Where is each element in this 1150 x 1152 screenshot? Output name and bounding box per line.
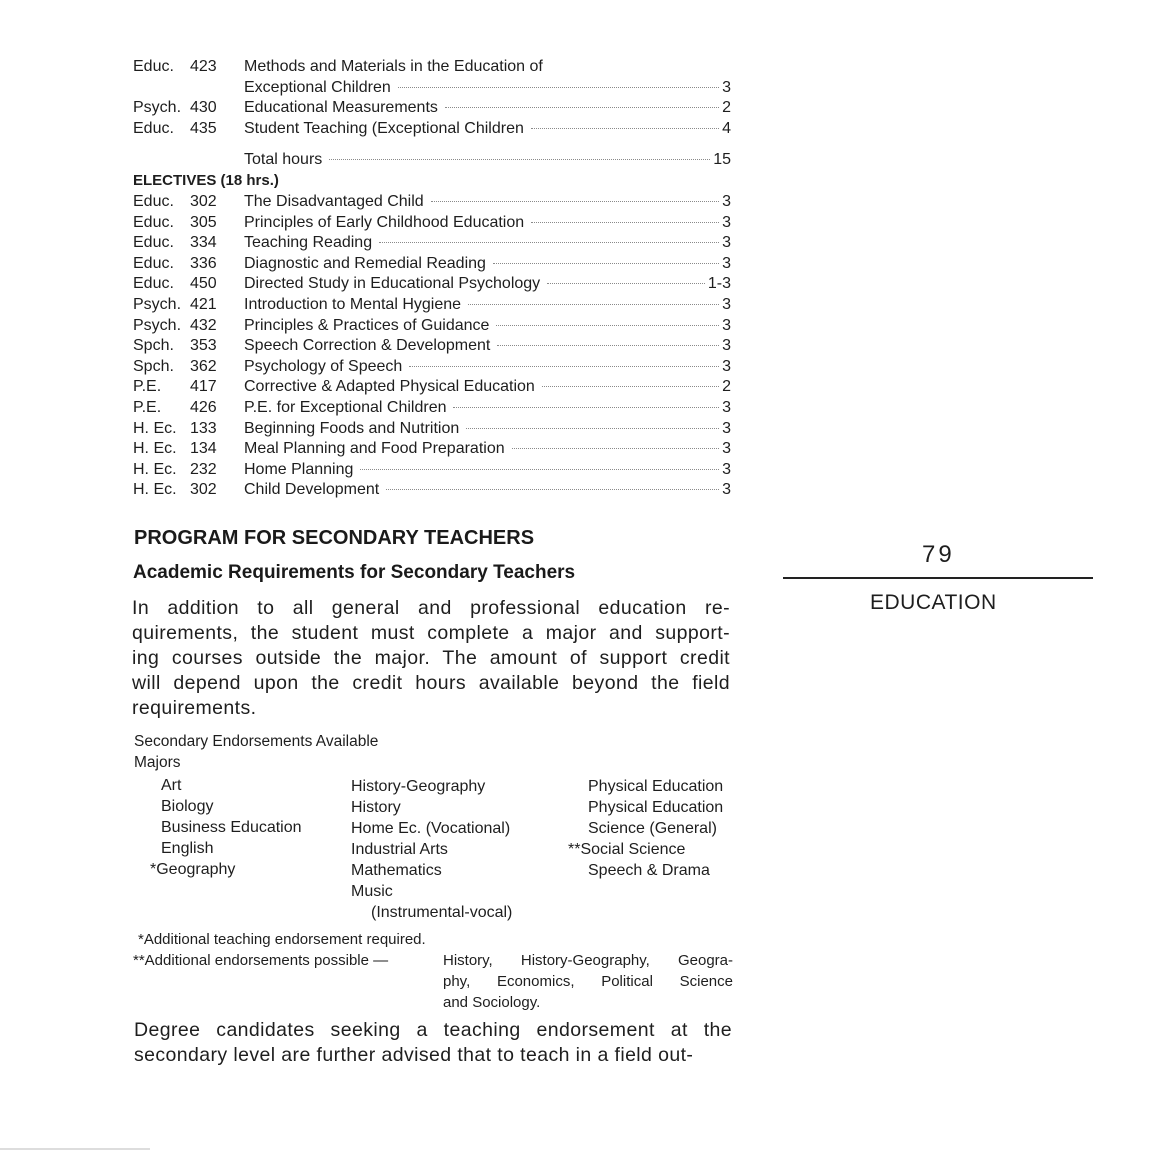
course-row (133, 316, 731, 337)
course-row (133, 377, 731, 398)
course-number: 334 (190, 234, 217, 252)
dot-leader (398, 87, 719, 88)
course-number: 432 (190, 316, 217, 334)
course-title: Educational Measurements (244, 99, 438, 117)
dot-leader (512, 448, 719, 449)
course-row (133, 192, 731, 213)
majors-column-1 (150, 775, 302, 880)
course-dept: Educ. (133, 254, 174, 272)
course-dept: Educ. (133, 58, 174, 75)
majors-label: Majors (134, 754, 181, 771)
elective-course-list (133, 192, 731, 501)
course-title: P.E. for Exceptional Children (244, 398, 447, 416)
course-dept: Spch. (133, 337, 174, 355)
major-item: Speech & Drama (588, 862, 710, 879)
paragraph-line: will depend upon the credit hours available beyond the field (132, 672, 730, 694)
major-item: Industrial Arts (351, 841, 448, 858)
course-row (133, 213, 731, 234)
program-heading: PROGRAM FOR SECONDARY TEACHERS (134, 527, 535, 549)
major-item: *Geography (150, 861, 236, 878)
course-hours: 2 (722, 99, 731, 117)
course-title: Child Development (244, 481, 380, 499)
dot-leader (468, 304, 719, 305)
dot-leader (329, 159, 710, 160)
dot-leader (547, 283, 705, 284)
course-title-line-1: Methods and Materials in the Education of (244, 58, 543, 75)
page-number: 79 (922, 541, 955, 568)
course-number: 134 (190, 440, 217, 458)
course-title: Principles & Practices of Guidance (244, 316, 490, 334)
course-dept: Educ. (133, 213, 174, 231)
footnote-2-line: phy, Economics, Political Science (443, 973, 733, 990)
course-title: Speech Correction & Development (244, 337, 491, 355)
course-number: 305 (190, 213, 217, 231)
course-hours: 3 (722, 419, 731, 437)
course-title: Diagnostic and Remedial Reading (244, 254, 486, 272)
paragraph-line: ing courses outside the major. The amount of support credit (132, 647, 730, 669)
course-title: Directed Study in Educational Psychology (244, 275, 541, 293)
course-hours: 3 (722, 254, 731, 272)
course-hours: 3 (722, 213, 731, 231)
course-dept: Educ. (133, 193, 174, 210)
course-row (133, 419, 731, 440)
advisory-paragraph (134, 1018, 732, 1068)
total-hours-row (133, 150, 731, 171)
dot-leader (360, 469, 719, 470)
course-number: 417 (190, 378, 217, 396)
course-hours: 1-3 (707, 275, 731, 293)
major-item: English (161, 840, 214, 857)
dot-leader (531, 128, 719, 129)
dot-leader (542, 386, 719, 387)
endorsements-title: Secondary Endorsements Available (134, 733, 379, 750)
major-item: Physical Education (588, 799, 724, 816)
course-number: 232 (190, 460, 217, 478)
course-row (133, 295, 731, 316)
dot-leader (531, 222, 719, 223)
course-title: Principles of Early Childhood Education (244, 213, 525, 231)
footnote-2-lead: **Additional endorsements possible — (133, 952, 389, 969)
major-item: Science (General) (588, 820, 717, 837)
course-hours: 3 (722, 357, 731, 375)
course-row (133, 98, 731, 119)
course-hours: 3 (722, 316, 731, 334)
footnote-2-line: and Sociology. (443, 994, 541, 1011)
major-item: Business Education (161, 819, 302, 836)
course-hours: 2 (722, 378, 731, 396)
section-rule (783, 577, 1093, 579)
dot-leader (497, 345, 719, 346)
course-number: 302 (190, 481, 217, 499)
dot-leader (379, 242, 719, 243)
course-number: 133 (190, 419, 217, 437)
dot-leader (445, 107, 719, 108)
course-hours: 3 (722, 398, 731, 416)
course-row (133, 57, 731, 78)
course-dept: P.E. (133, 398, 162, 416)
course-number: 421 (190, 295, 217, 313)
course-number: 353 (190, 337, 217, 355)
course-dept: H. Ec. (133, 440, 177, 458)
majors-column-2 (351, 776, 512, 923)
total-hours-label: Total hours (244, 151, 323, 168)
course-dept: Psych. (133, 316, 182, 334)
major-item: Music (351, 883, 393, 900)
course-hours: 3 (722, 460, 731, 478)
course-hours: 3 (722, 440, 731, 458)
course-title: Beginning Foods and Nutrition (244, 419, 460, 437)
course-row (133, 336, 731, 357)
course-row (133, 254, 731, 275)
course-number: 423 (190, 58, 217, 75)
footnote-2-list (443, 950, 733, 1013)
footnote-2-line: History, History-Geography, Geogra- (443, 952, 733, 969)
course-row (133, 274, 731, 295)
course-title: Introduction to Mental Hygiene (244, 295, 462, 313)
major-item: Physical Education (588, 778, 724, 795)
course-title: Student Teaching (Exceptional Children (244, 119, 524, 137)
major-item: History (351, 799, 401, 816)
major-item: (Instrumental-vocal) (371, 904, 513, 921)
scan-edge-line (0, 1148, 150, 1150)
footnote-1: *Additional teaching endorsement required. (138, 931, 426, 948)
course-dept: Educ. (133, 275, 174, 293)
major-item: Art (161, 777, 182, 794)
section-tab-label: EDUCATION (870, 591, 997, 614)
course-number: 336 (190, 254, 217, 272)
dot-leader (466, 428, 719, 429)
course-row (133, 357, 731, 378)
dot-leader (493, 263, 719, 264)
course-row-continued (133, 78, 731, 99)
course-row (133, 480, 731, 501)
paragraph-line: requirements. (132, 697, 257, 719)
course-title: The Disadvantaged Child (244, 193, 424, 210)
course-number: 362 (190, 357, 217, 375)
course-hours: 3 (722, 337, 731, 355)
paragraph-line: quirements, the student must complete a major and support- (132, 622, 730, 644)
required-course-list (133, 57, 731, 139)
major-item: **Social Science (568, 841, 686, 858)
course-hours: 3 (722, 295, 731, 313)
course-hours: 3 (722, 481, 731, 499)
dot-leader (409, 366, 719, 367)
major-item: Biology (161, 798, 214, 815)
course-title: Teaching Reading (244, 234, 373, 252)
course-hours: 3 (722, 234, 731, 252)
course-title: Home Planning (244, 460, 354, 478)
course-number: 430 (190, 99, 217, 117)
dot-leader (496, 325, 719, 326)
paragraph-line: In addition to all general and professional education re- (132, 597, 730, 619)
course-row (133, 439, 731, 460)
course-hours: 4 (722, 119, 731, 137)
course-number: 426 (190, 398, 217, 416)
total-hours-value: 15 (713, 151, 731, 168)
dot-leader (386, 489, 719, 490)
dot-leader (431, 201, 719, 202)
academic-requirements-heading: Academic Requirements for Secondary Teachers (133, 562, 576, 583)
course-hours: 3 (722, 193, 731, 210)
course-row (133, 398, 731, 419)
course-row (133, 460, 731, 481)
course-dept: Spch. (133, 357, 174, 375)
course-dept: Psych. (133, 99, 182, 117)
paragraph-line: Degree candidates seeking a teaching endorsement at the (134, 1019, 732, 1041)
majors-column-3 (568, 776, 723, 881)
course-hours: 3 (722, 78, 731, 96)
paragraph-line: secondary level are further advised that to teach in a field out- (134, 1044, 694, 1066)
major-item: Mathematics (351, 862, 442, 879)
course-number: 302 (190, 193, 217, 210)
requirements-paragraph (132, 596, 730, 721)
course-dept: Educ. (133, 234, 174, 252)
course-title: Psychology of Speech (244, 357, 403, 375)
course-row (133, 119, 731, 140)
course-dept: H. Ec. (133, 419, 177, 437)
course-row (133, 233, 731, 254)
course-number: 435 (190, 119, 217, 137)
course-title: Exceptional Children (244, 78, 391, 96)
major-item: Home Ec. (Vocational) (351, 820, 511, 837)
course-title: Corrective & Adapted Physical Education (244, 378, 535, 396)
course-title: Meal Planning and Food Preparation (244, 440, 505, 458)
electives-label: ELECTIVES (18 hrs.) (133, 172, 279, 189)
course-dept: H. Ec. (133, 481, 177, 499)
course-dept: Psych. (133, 295, 182, 313)
major-item: History-Geography (351, 778, 486, 795)
course-dept: P.E. (133, 378, 162, 396)
course-number: 450 (190, 275, 217, 293)
course-dept: Educ. (133, 119, 174, 137)
course-dept: H. Ec. (133, 460, 177, 478)
dot-leader (453, 407, 719, 408)
